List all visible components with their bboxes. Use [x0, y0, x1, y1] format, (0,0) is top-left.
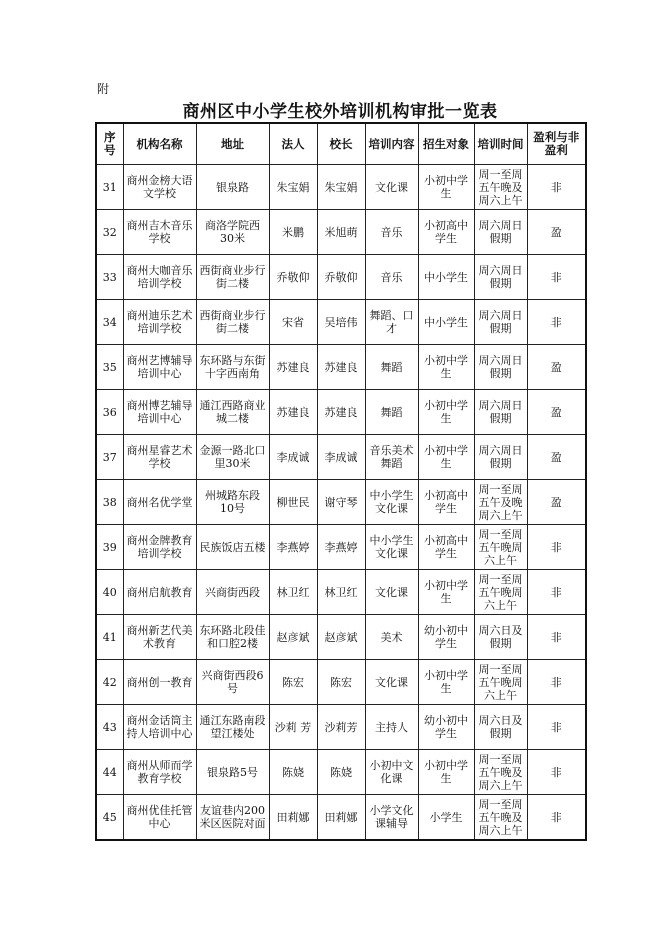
cell-content: 音乐美术舞蹈	[365, 435, 418, 480]
attachment-label: 附	[97, 82, 110, 96]
cell-address: 西街商业步行街二楼	[196, 255, 269, 300]
cell-address: 东环路北段佳和口腔2楼	[196, 615, 269, 660]
cell-name: 商州新艺代美术教育	[123, 615, 196, 660]
cell-profit: 非	[527, 660, 586, 705]
institution-table	[95, 122, 587, 841]
cell-legal: 苏建良	[269, 345, 317, 390]
cell-principal: 沙莉芳	[317, 705, 365, 750]
cell-profit: 盈	[527, 390, 586, 435]
header-content: 培训内容	[365, 123, 418, 165]
cell-content: 中小学生文化课	[365, 525, 418, 570]
page-title: 商州区中小学生校外培训机构审批一览表	[182, 102, 498, 122]
cell-name: 商州金话筒主持人培训中心	[123, 705, 196, 750]
cell-content: 主持人	[365, 705, 418, 750]
header-legal: 法人	[269, 123, 317, 165]
table-row	[96, 255, 586, 300]
cell-target: 小初中学生	[418, 435, 474, 480]
cell-time: 周六周日假期	[474, 435, 527, 480]
cell-principal: 朱宝娟	[317, 165, 365, 210]
header-profit: 盈利与非盈利	[527, 123, 586, 165]
cell-profit: 非	[527, 615, 586, 660]
cell-time: 周一至周五午晚周六上午	[474, 525, 527, 570]
cell-target: 小初高中学生	[418, 480, 474, 525]
cell-target: 小初中学生	[418, 390, 474, 435]
cell-name: 商州从师而学教育学校	[123, 750, 196, 795]
cell-time: 周一至周五午及晚周六上午	[474, 480, 527, 525]
cell-seq: 39	[96, 525, 123, 570]
cell-profit: 盈	[527, 210, 586, 255]
header-time: 培训时间	[474, 123, 527, 165]
cell-time: 周一至周五午晚及周六上午	[474, 750, 527, 795]
header-seq: 序号	[96, 123, 123, 165]
cell-principal: 李燕婷	[317, 525, 365, 570]
cell-seq: 36	[96, 390, 123, 435]
cell-address: 通江东路南段望江楼处	[196, 705, 269, 750]
cell-time: 周六周日假期	[474, 390, 527, 435]
cell-profit: 非	[527, 165, 586, 210]
cell-content: 音乐	[365, 255, 418, 300]
cell-principal: 李成诚	[317, 435, 365, 480]
cell-legal: 田莉娜	[269, 795, 317, 841]
cell-target: 小初中学生	[418, 345, 474, 390]
cell-seq: 42	[96, 660, 123, 705]
cell-name: 商州优佳托管中心	[123, 795, 196, 841]
cell-legal: 陈宏	[269, 660, 317, 705]
cell-legal: 柳世民	[269, 480, 317, 525]
cell-name: 商州金牌教育培训学校	[123, 525, 196, 570]
cell-principal: 米旭萌	[317, 210, 365, 255]
cell-legal: 李成诚	[269, 435, 317, 480]
cell-name: 商州博艺辅导培训中心	[123, 390, 196, 435]
cell-principal: 陈宏	[317, 660, 365, 705]
cell-time: 周六周日假期	[474, 255, 527, 300]
cell-time: 周一至周五午晚及周六上午	[474, 165, 527, 210]
cell-seq: 37	[96, 435, 123, 480]
cell-address: 银泉路	[196, 165, 269, 210]
cell-seq: 38	[96, 480, 123, 525]
cell-seq: 45	[96, 795, 123, 841]
cell-name: 商州启航教育	[123, 570, 196, 615]
cell-seq: 43	[96, 705, 123, 750]
cell-legal: 苏建良	[269, 390, 317, 435]
cell-name: 商州大咖音乐培训学校	[123, 255, 196, 300]
cell-profit: 非	[527, 255, 586, 300]
cell-principal: 陈娆	[317, 750, 365, 795]
cell-time: 周六日及假期	[474, 615, 527, 660]
cell-principal: 谢守琴	[317, 480, 365, 525]
cell-seq: 32	[96, 210, 123, 255]
cell-seq: 31	[96, 165, 123, 210]
cell-content: 音乐	[365, 210, 418, 255]
cell-time: 周六周日假期	[474, 300, 527, 345]
cell-legal: 沙莉 芳	[269, 705, 317, 750]
cell-legal: 宋省	[269, 300, 317, 345]
table-row	[96, 660, 586, 705]
cell-legal: 米鹏	[269, 210, 317, 255]
cell-target: 小学生	[418, 795, 474, 841]
cell-target: 幼小初中学生	[418, 615, 474, 660]
cell-content: 文化课	[365, 570, 418, 615]
cell-time: 周六周日假期	[474, 210, 527, 255]
cell-content: 舞蹈、口才	[365, 300, 418, 345]
table-row	[96, 570, 586, 615]
cell-principal: 田莉娜	[317, 795, 365, 841]
cell-profit: 盈	[527, 480, 586, 525]
cell-name: 商州吉木音乐学校	[123, 210, 196, 255]
header-target: 招生对象	[418, 123, 474, 165]
cell-name: 商州金榜大语文学校	[123, 165, 196, 210]
cell-name: 商州星睿艺术学校	[123, 435, 196, 480]
table-row	[96, 300, 586, 345]
cell-address: 兴商街西段	[196, 570, 269, 615]
table-row	[96, 165, 586, 210]
cell-name: 商州名优学堂	[123, 480, 196, 525]
cell-seq: 41	[96, 615, 123, 660]
cell-target: 幼小初中学生	[418, 705, 474, 750]
cell-address: 商洛学院西30米	[196, 210, 269, 255]
table-row	[96, 795, 586, 841]
cell-target: 中小学生	[418, 255, 474, 300]
cell-time: 周一至周五午晚及周六上午	[474, 795, 527, 841]
cell-name: 商州创一教育	[123, 660, 196, 705]
cell-target: 小初中学生	[418, 750, 474, 795]
cell-time: 周一至周五午晚周六上午	[474, 570, 527, 615]
cell-target: 中小学生	[418, 300, 474, 345]
cell-target: 小初中学生	[418, 570, 474, 615]
cell-name: 商州艺博辅导培训中心	[123, 345, 196, 390]
cell-profit: 非	[527, 525, 586, 570]
table-body	[96, 165, 586, 841]
cell-content: 文化课	[365, 660, 418, 705]
cell-target: 小初高中学生	[418, 525, 474, 570]
cell-principal: 乔敬仰	[317, 255, 365, 300]
cell-content: 舞蹈	[365, 345, 418, 390]
table-row	[96, 480, 586, 525]
cell-principal: 赵彦斌	[317, 615, 365, 660]
cell-content: 舞蹈	[365, 390, 418, 435]
cell-content: 中小学生文化课	[365, 480, 418, 525]
cell-seq: 35	[96, 345, 123, 390]
cell-profit: 非	[527, 570, 586, 615]
cell-time: 周一至周五午晚周六上午	[474, 660, 527, 705]
cell-seq: 44	[96, 750, 123, 795]
cell-profit: 非	[527, 750, 586, 795]
table-row	[96, 615, 586, 660]
cell-legal: 乔敬仰	[269, 255, 317, 300]
cell-profit: 盈	[527, 345, 586, 390]
cell-content: 美术	[365, 615, 418, 660]
cell-profit: 非	[527, 705, 586, 750]
cell-seq: 40	[96, 570, 123, 615]
cell-target: 小初高中学生	[418, 210, 474, 255]
table-row	[96, 435, 586, 480]
cell-content: 小学文化课辅导	[365, 795, 418, 841]
cell-principal: 苏建良	[317, 390, 365, 435]
cell-address: 州城路东段10号	[196, 480, 269, 525]
cell-address: 金源一路北口里30米	[196, 435, 269, 480]
cell-principal: 吴培伟	[317, 300, 365, 345]
table-row	[96, 705, 586, 750]
cell-profit: 非	[527, 300, 586, 345]
table-row	[96, 345, 586, 390]
cell-time: 周六日及假期	[474, 705, 527, 750]
cell-seq: 34	[96, 300, 123, 345]
cell-legal: 陈娆	[269, 750, 317, 795]
header-address: 地址	[196, 123, 269, 165]
cell-address: 东环路与东街十字西南角	[196, 345, 269, 390]
table-header-row	[96, 123, 586, 165]
cell-content: 文化课	[365, 165, 418, 210]
table-row	[96, 525, 586, 570]
cell-address: 兴商街西段6号	[196, 660, 269, 705]
cell-target: 小初中学生	[418, 165, 474, 210]
header-name: 机构名称	[123, 123, 196, 165]
cell-name: 商州迪乐艺术培训学校	[123, 300, 196, 345]
cell-address: 民族饭店五楼	[196, 525, 269, 570]
table-row	[96, 390, 586, 435]
cell-address: 西街商业步行街二楼	[196, 300, 269, 345]
table-row	[96, 750, 586, 795]
cell-principal: 苏建良	[317, 345, 365, 390]
cell-address: 银泉路5号	[196, 750, 269, 795]
cell-legal: 林卫红	[269, 570, 317, 615]
cell-time: 周六周日假期	[474, 345, 527, 390]
cell-principal: 林卫红	[317, 570, 365, 615]
cell-legal: 朱宝娟	[269, 165, 317, 210]
table-row	[96, 210, 586, 255]
cell-seq: 33	[96, 255, 123, 300]
cell-content: 小初中文化课	[365, 750, 418, 795]
cell-address: 通江西路商业城二楼	[196, 390, 269, 435]
cell-legal: 赵彦斌	[269, 615, 317, 660]
cell-profit: 非	[527, 795, 586, 841]
cell-profit: 盈	[527, 435, 586, 480]
cell-address: 友谊巷内200米区医院对面	[196, 795, 269, 841]
cell-legal: 李燕婷	[269, 525, 317, 570]
header-principal: 校长	[317, 123, 365, 165]
cell-target: 小初中学生	[418, 660, 474, 705]
